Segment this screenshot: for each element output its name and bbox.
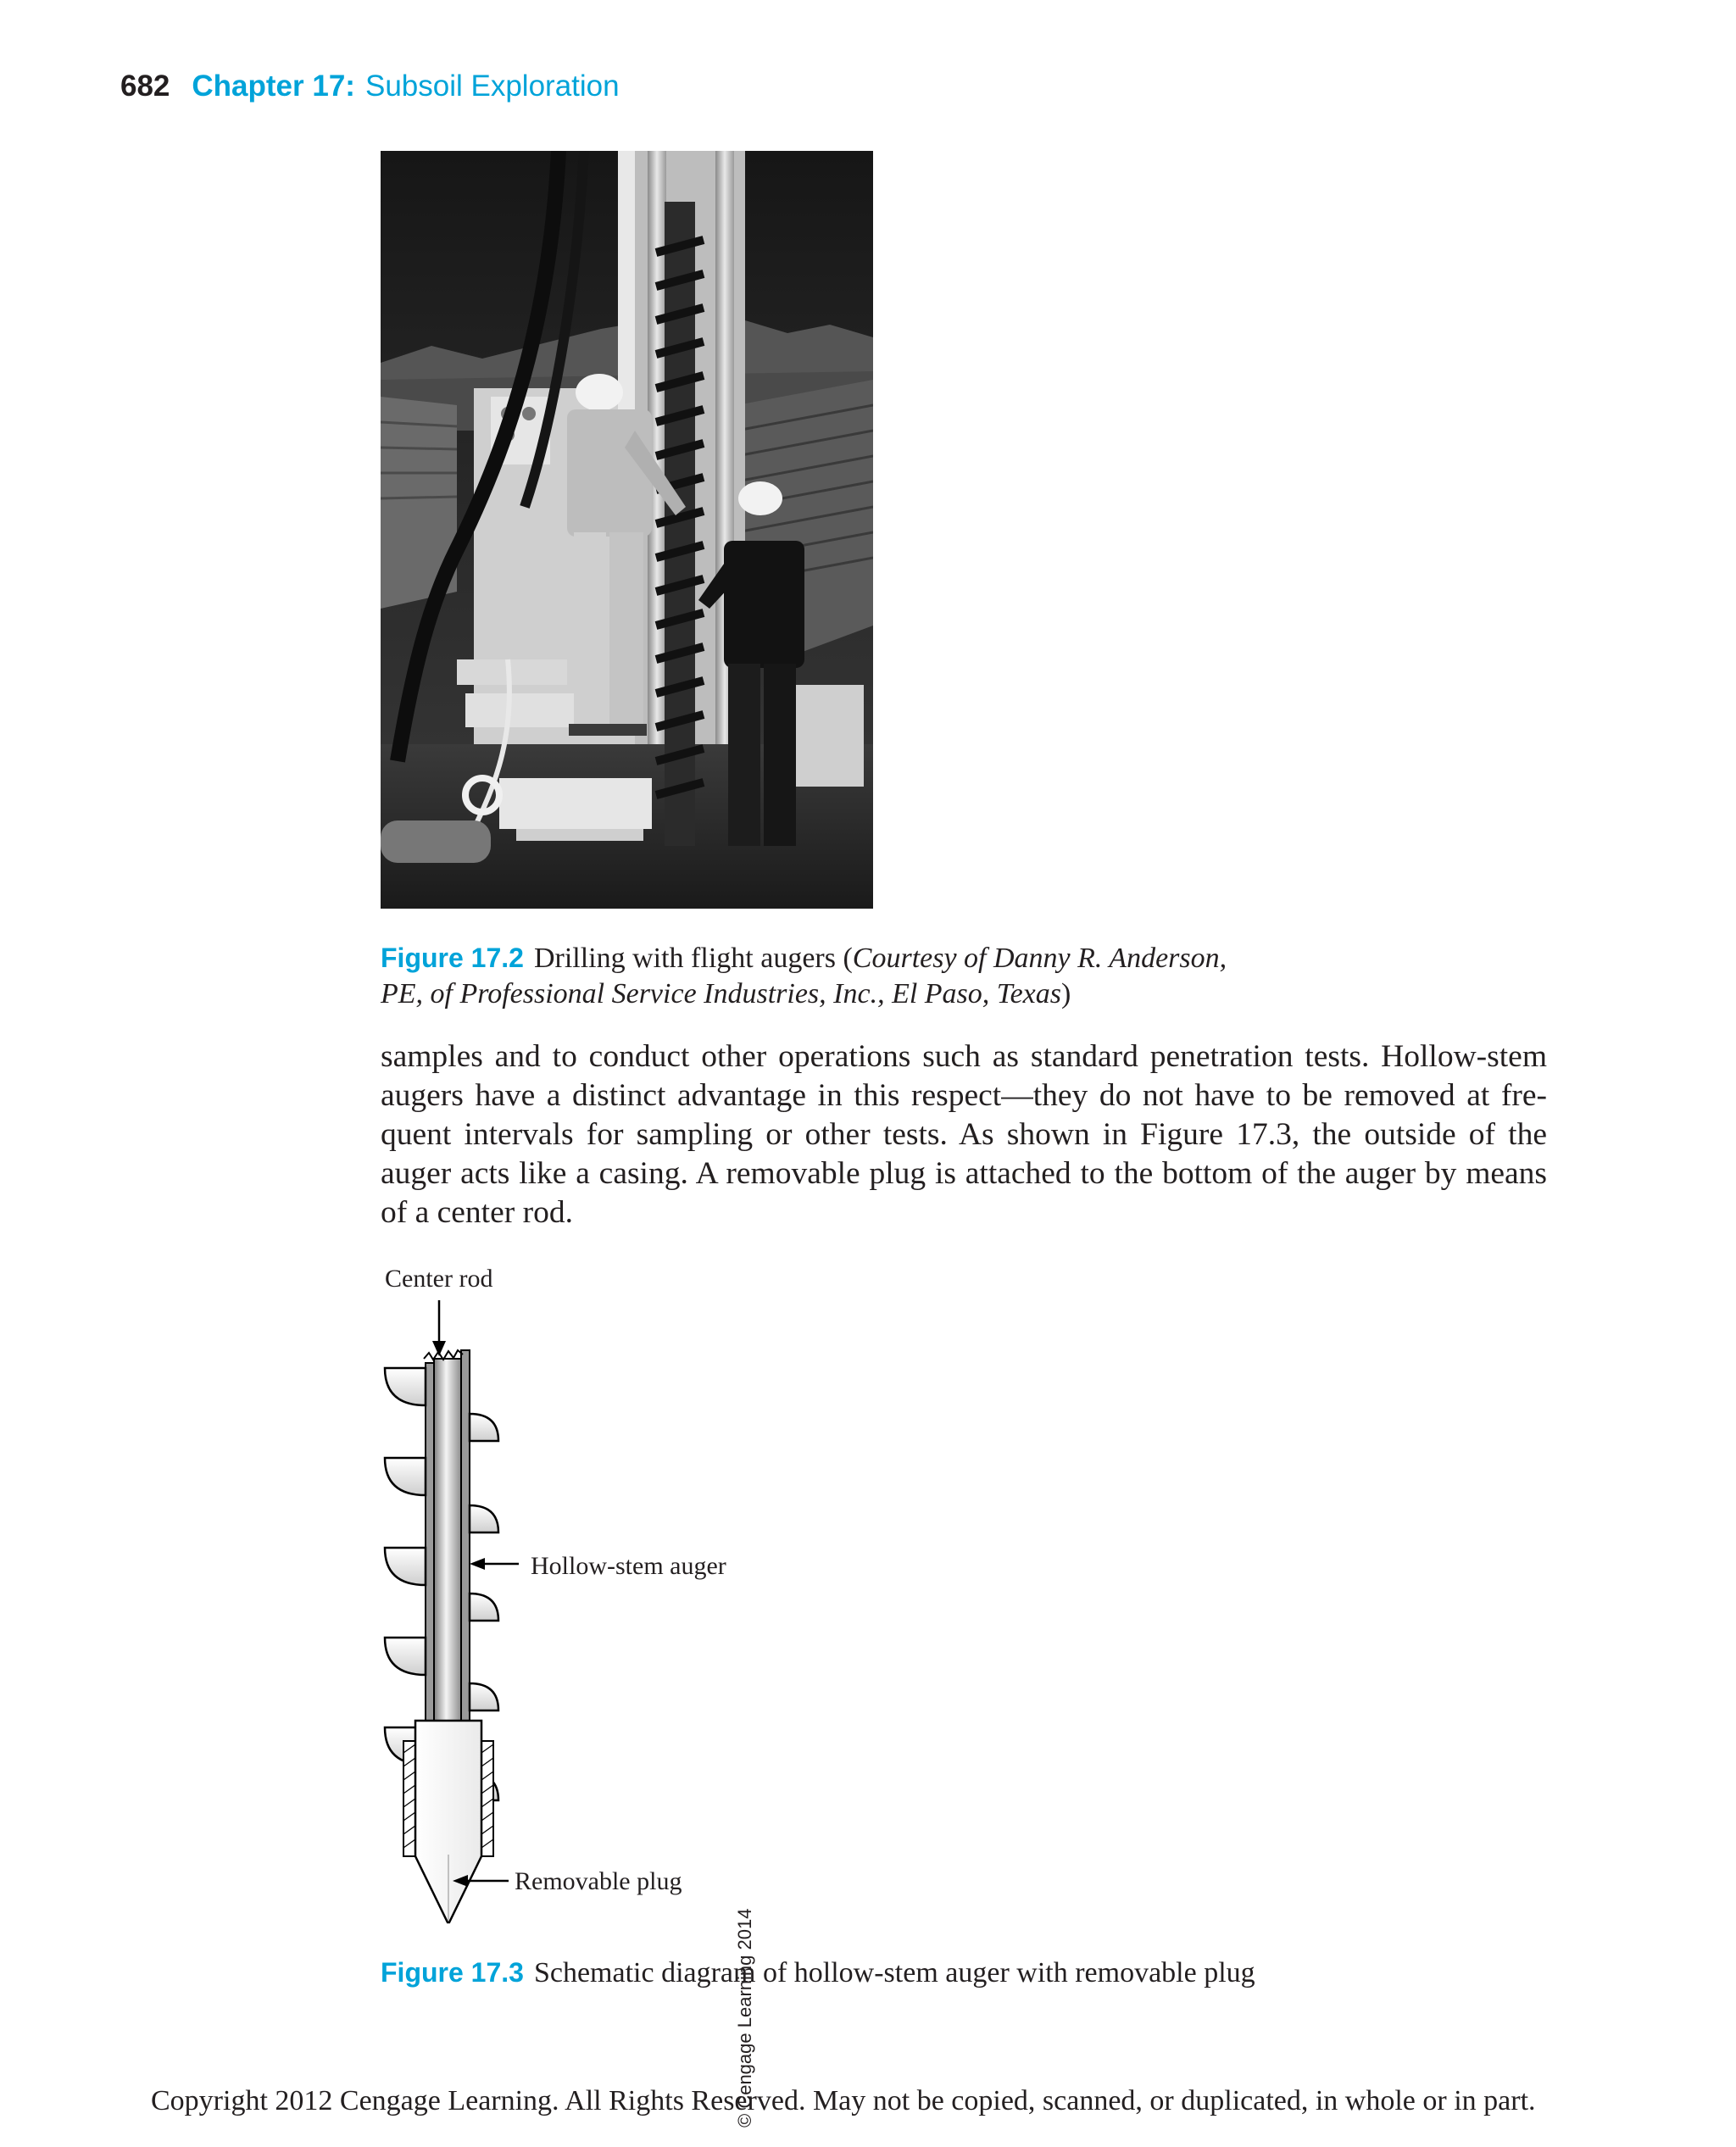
drilling-photo: [381, 151, 873, 909]
chapter-label: Chapter 17:: [192, 70, 355, 103]
figure-17-3-number: Figure 17.3: [381, 1957, 524, 1988]
figure-17-2-credit-line1: Courtesy of Danny R. Anderson,: [852, 943, 1227, 974]
removable-plug-label: Removable plug: [515, 1867, 682, 1895]
copyright-footer: Copyright 2012 Cengage Learning. All Rights Reserved. May not be copied, scanned, or duplicated, in whole or in part.: [151, 2085, 1536, 2116]
figure-17-3-caption-text: Schematic diagram of hollow-stem auger with removable plug: [533, 1957, 1255, 1988]
figure-17-2-number: Figure 17.2: [381, 943, 524, 973]
figure-17-2-caption-text: Drilling with flight augers (: [533, 943, 853, 974]
hollow-stem-auger-diagram: [373, 1261, 780, 1939]
hollow-stem-label: Hollow-stem auger: [531, 1552, 726, 1580]
page-number: 682: [120, 70, 170, 103]
body-paragraph: samples and to conduct other operations such as standard penetration tests. Hollow-stem augers have a distinct advantage in this respect—they do not have to be removed at frequent intervals for sampling or other tests. As shown in Figure 17.3, the outside of the auger acts like a casing. A removable plug is attached to the bottom of the auger by means of a center rod.: [381, 1039, 1547, 1230]
figure-17-2-close-paren: ): [1060, 978, 1071, 1010]
running-head: [120, 70, 620, 103]
center-rod: [434, 1359, 461, 1721]
chapter-title: Subsoil Exploration: [364, 70, 620, 103]
center-rod-label: Center rod: [385, 1265, 493, 1293]
figure-17-2-caption: [381, 940, 1227, 1012]
figure-17-3-caption: [381, 1955, 1255, 1991]
image-credit-text: © Cengage Learning 2014: [734, 1908, 755, 2128]
figure-17-2-credit-line2: PE, of Professional Service Industries, Inc., El Paso, Texas: [381, 978, 1061, 1010]
